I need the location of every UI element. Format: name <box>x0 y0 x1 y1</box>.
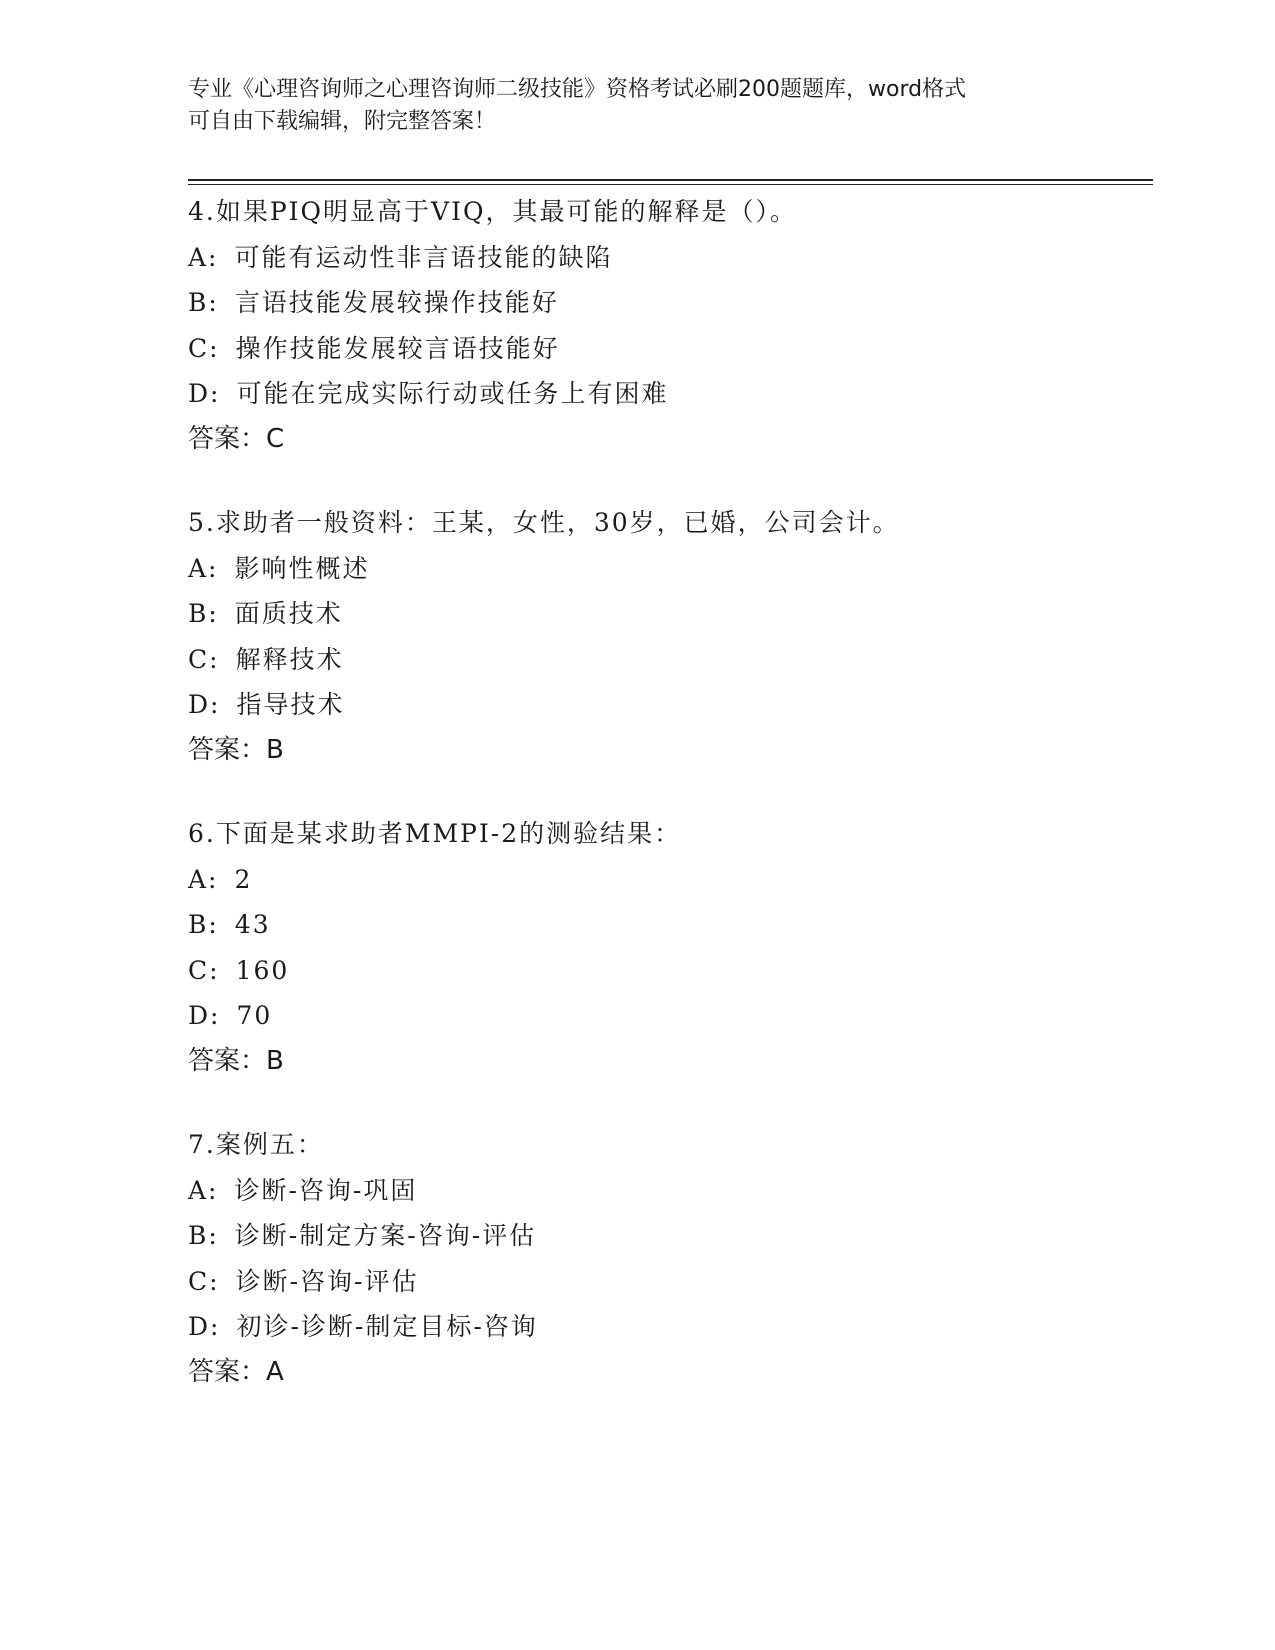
question-stem: 7.案例五： <box>188 1130 324 1159</box>
option-letter: D: <box>188 1001 221 1030</box>
option-text: 初诊-诊断-制定目标-咨询 <box>236 1312 538 1341</box>
option-d <box>188 1304 1148 1350</box>
option-d <box>188 371 1148 417</box>
option-text: 2 <box>234 864 253 894</box>
document-header <box>188 74 1088 138</box>
question-list <box>188 189 1148 1433</box>
option-text: 指导技术 <box>236 690 345 719</box>
answer-line: 答案：C <box>188 423 285 454</box>
option-text: 诊断-咨询-巩固 <box>234 1175 418 1205</box>
option-letter: B: <box>188 1221 219 1250</box>
question-item <box>188 811 1148 1084</box>
option-letter: C: <box>188 955 220 985</box>
option-letter: A: <box>188 1175 219 1205</box>
question-item <box>188 1122 1148 1395</box>
option-letter: D: <box>188 379 221 408</box>
option-letter: B: <box>188 288 219 317</box>
answer-line: 答案：B <box>188 734 284 765</box>
header-line-2: 可自由下载编辑，附完整答案！ <box>188 109 497 134</box>
option-letter: A: <box>188 864 219 894</box>
option-b <box>188 591 1148 637</box>
option-letter: C: <box>188 333 220 363</box>
option-text: 可能有运动性非言语技能的缺陷 <box>234 242 613 272</box>
option-b <box>188 902 1148 948</box>
option-letter: A: <box>188 242 219 272</box>
option-a <box>188 857 1148 903</box>
question-stem: 5.求助者一般资料：王某，女性，30岁，已婚，公司会计。 <box>188 508 900 537</box>
question-item <box>188 189 1148 462</box>
option-b <box>188 280 1148 326</box>
question-stem: 6.下面是某求助者MMPI-2的测验结果： <box>188 819 682 848</box>
question-item <box>188 500 1148 773</box>
option-d <box>188 682 1148 728</box>
option-c <box>188 948 1148 994</box>
option-letter: B: <box>188 599 219 628</box>
option-letter: D: <box>188 690 221 719</box>
option-letter: D: <box>188 1312 221 1341</box>
option-letter: C: <box>188 644 220 674</box>
option-text: 43 <box>234 910 271 939</box>
header-line-1: 专业《心理咨询师之心理咨询师二级技能》资格考试必刷200题题库，word格式 <box>188 77 967 102</box>
option-text: 言语技能发展较操作技能好 <box>234 288 559 317</box>
option-d <box>188 993 1148 1039</box>
option-text: 诊断-制定方案-咨询-评估 <box>234 1221 537 1250</box>
option-c <box>188 326 1148 372</box>
option-a <box>188 1168 1148 1214</box>
option-c <box>188 1259 1148 1305</box>
header-divider-thick <box>188 179 1153 181</box>
option-text: 面质技术 <box>234 599 343 628</box>
answer-line: 答案：B <box>188 1045 284 1076</box>
option-text: 操作技能发展较言语技能好 <box>235 333 560 363</box>
option-letter: B: <box>188 910 219 939</box>
option-text: 70 <box>236 1001 273 1030</box>
answer-line: 答案：A <box>188 1356 284 1387</box>
option-text: 诊断-咨询-评估 <box>235 1266 419 1296</box>
option-text: 影响性概述 <box>234 553 370 583</box>
question-stem: 4.如果PIQ明显高于VIQ，其最可能的解释是（）。 <box>188 197 797 226</box>
header-divider-thin <box>188 184 1153 185</box>
option-a <box>188 235 1148 281</box>
option-letter: A: <box>188 553 219 583</box>
option-letter: C: <box>188 1266 220 1296</box>
option-text: 解释技术 <box>235 644 344 674</box>
option-text: 160 <box>235 955 290 985</box>
option-c <box>188 637 1148 683</box>
option-a <box>188 546 1148 592</box>
option-b <box>188 1213 1148 1259</box>
option-text: 可能在完成实际行动或任务上有困难 <box>236 379 669 408</box>
